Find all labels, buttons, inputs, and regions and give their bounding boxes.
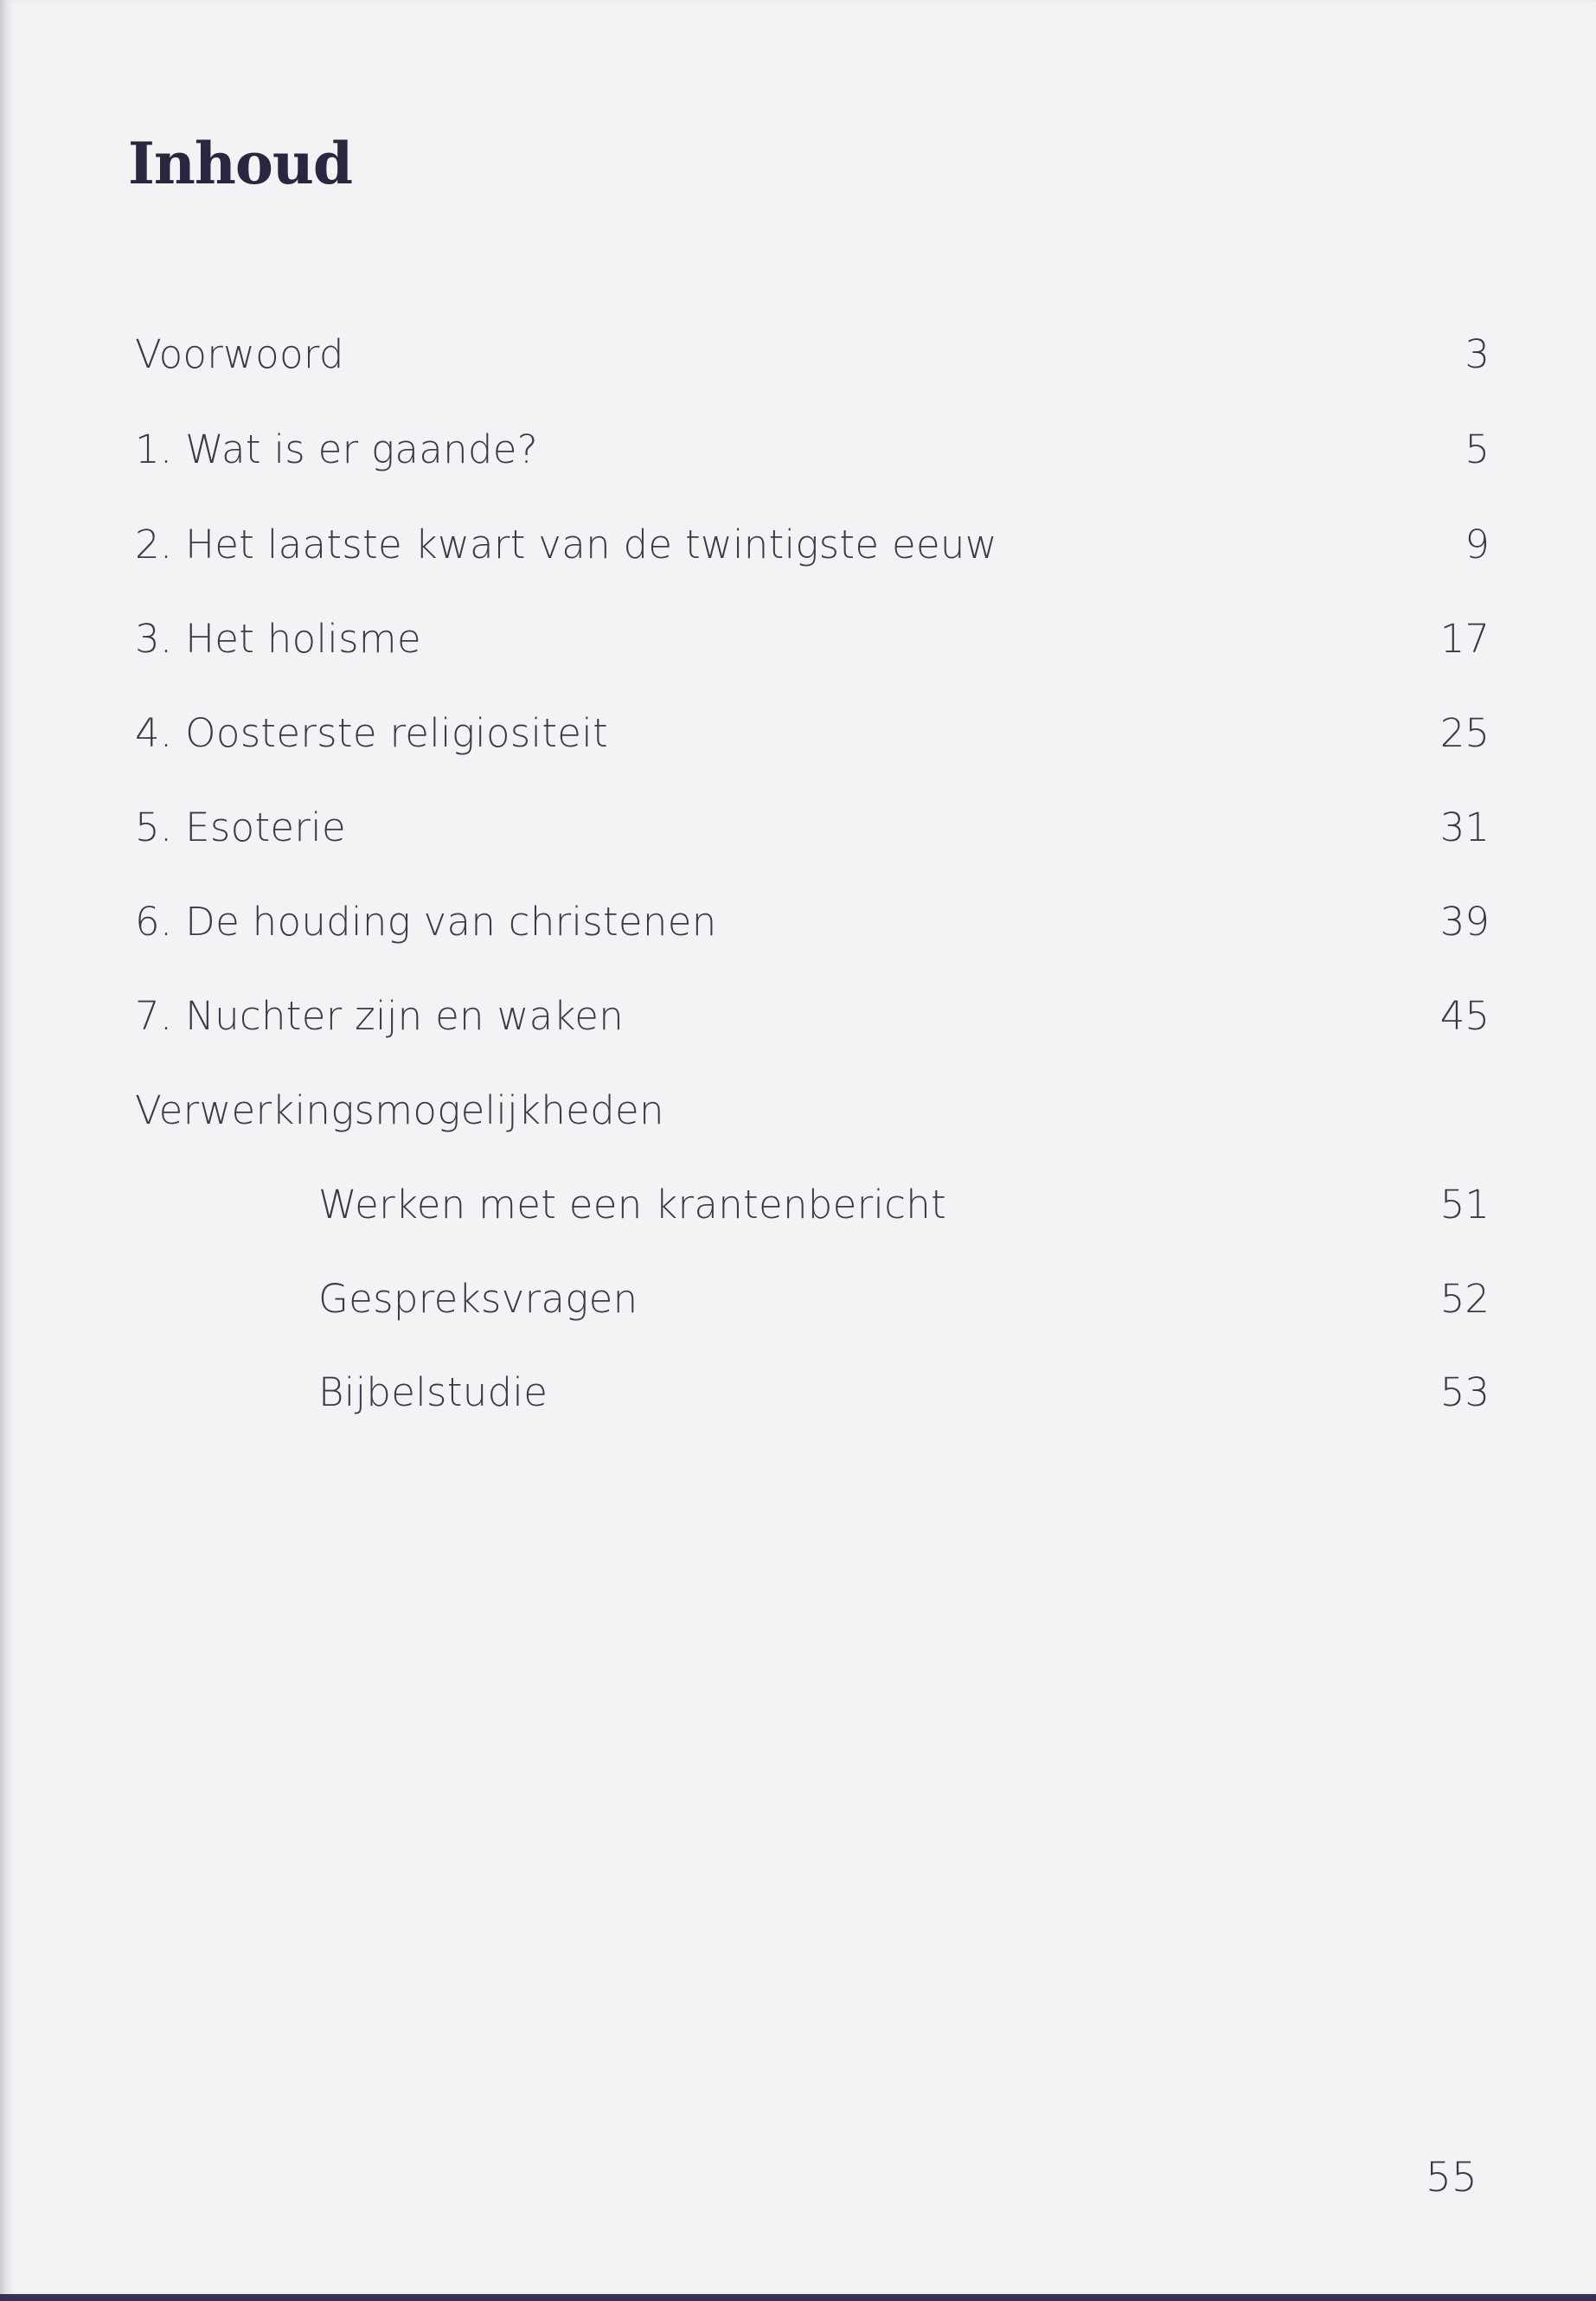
toc-entry-page: 17 <box>1439 616 1490 662</box>
toc-entry-page: 31 <box>1439 804 1490 850</box>
toc-subentry-krantenbericht <box>135 1182 1490 1251</box>
toc-entry-chapter-3 <box>135 616 1490 685</box>
document-page <box>7 0 1596 2294</box>
bottom-edge <box>0 2294 1596 2301</box>
toc-entry-page: 53 <box>1439 1369 1490 1415</box>
page-number: 55 <box>1426 2154 1477 2202</box>
toc-entry-page: 51 <box>1439 1182 1490 1227</box>
toc-subentry-gespreksvragen <box>135 1276 1490 1345</box>
toc-entry-chapter-5 <box>135 804 1490 874</box>
toc-entry-text: Verwerkingsmogelijkheden <box>135 1087 664 1133</box>
toc-entry-text: Bijbelstudie <box>318 1369 548 1415</box>
toc-entry-page: 39 <box>1439 899 1490 945</box>
toc-entry-page: 25 <box>1439 710 1490 756</box>
toc-entry-page: 45 <box>1439 993 1490 1039</box>
toc-entry-chapter-4 <box>135 710 1490 779</box>
toc-entry-page: 5 <box>1465 426 1490 472</box>
toc-entry-chapter-6 <box>135 899 1490 968</box>
toc-entry-chapter-7 <box>135 993 1490 1062</box>
toc-entry-verwerkingsmogelijkheden <box>135 1087 1490 1157</box>
toc-entry-text: 7. Nuchter zijn en waken <box>135 993 625 1039</box>
toc-entry-chapter-1 <box>135 426 1490 496</box>
toc-entry-text: 5. Esoterie <box>135 804 346 850</box>
page-edge <box>0 0 7 2301</box>
toc-entry-text: 3. Het holisme <box>135 616 421 662</box>
toc-entry-page: 52 <box>1439 1276 1490 1322</box>
toc-entry-chapter-2 <box>135 522 1490 591</box>
toc-entry-text: 6. De houding van christenen <box>135 899 717 945</box>
toc-entry-text: Gespreksvragen <box>318 1276 638 1322</box>
toc-entry-text: Werken met een krantenbericht <box>318 1182 947 1227</box>
toc-entry-page: 9 <box>1465 522 1490 567</box>
toc-entry-text: Voorwoord <box>135 331 344 377</box>
toc-subentry-bijbelstudie <box>135 1369 1490 1439</box>
toc-entry-text: 2. Het laatste kwart van de twintigste eeuw <box>135 522 997 567</box>
toc-entry-text: 1. Wat is er gaande? <box>135 426 538 472</box>
toc-entry-voorwoord <box>135 331 1490 401</box>
toc-entry-text: 4. Oosterste religiositeit <box>135 710 609 756</box>
page-title: Inhoud <box>128 130 352 197</box>
toc-entry-page: 3 <box>1465 331 1490 377</box>
